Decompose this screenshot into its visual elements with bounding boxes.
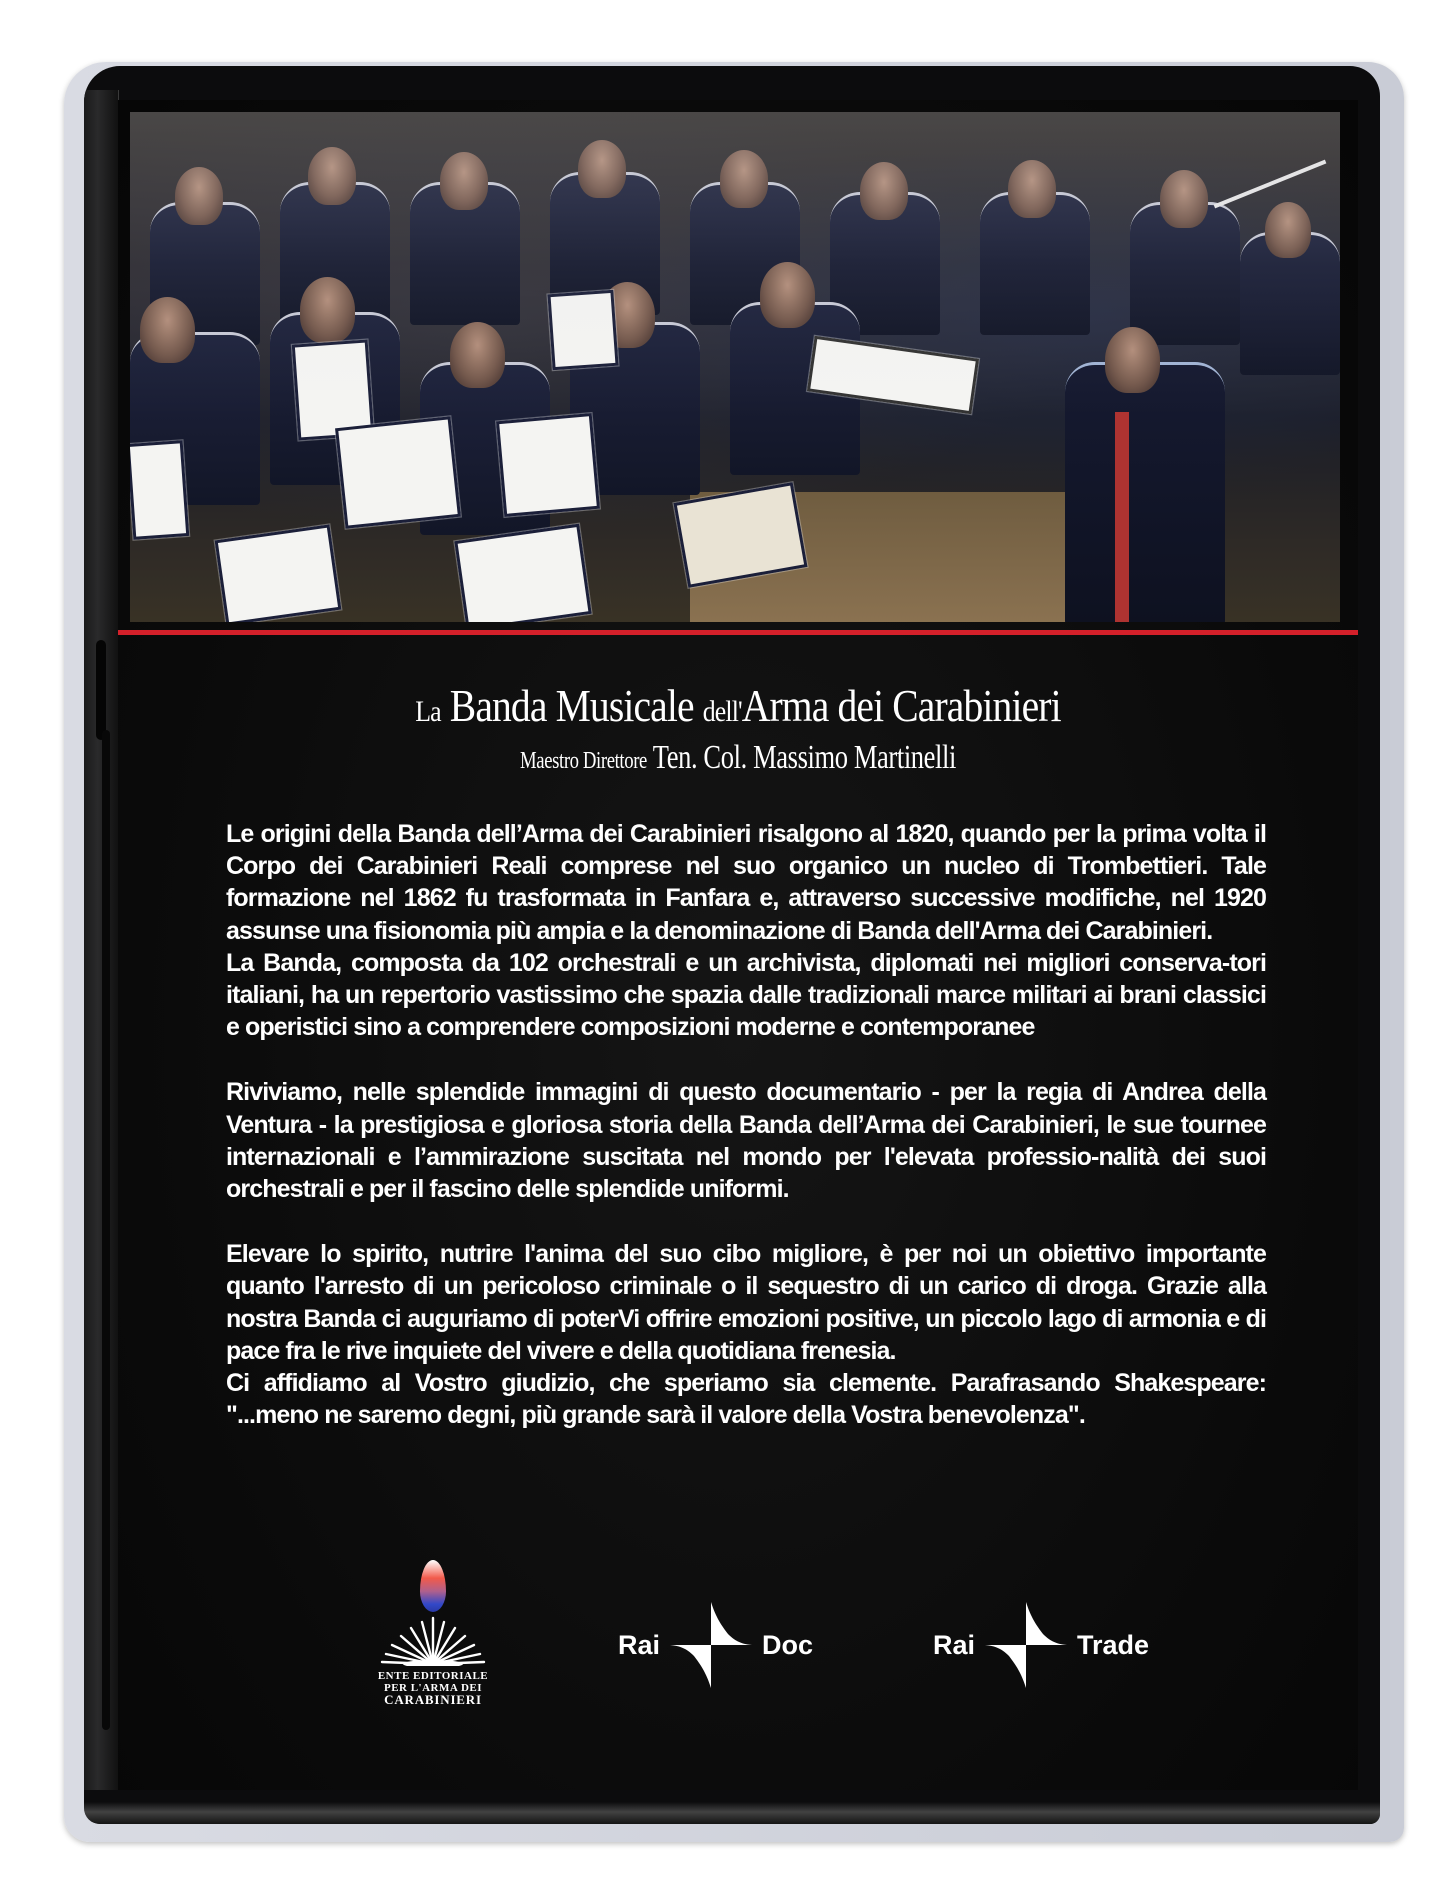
paragraph-shakespeare: Ci affidiamo al Vostro giudizio, che speriamo sia clemente. Parafrasando Shakespeare: "...meno ne saremo degni, più grande sarà il valore della Vostra benevolenza".: [226, 1369, 1266, 1430]
rai-trade-left-word: Rai: [933, 1629, 976, 1660]
hinge-groove: [102, 730, 110, 1730]
ente-text: [368, 1670, 498, 1706]
sunrise-rays-icon: [378, 1614, 488, 1666]
paragraph-history: Le origini della Banda dell’Arma dei Carabinieri risalgono al 1820, quando per la prima volta il Corpo dei Carabinieri Reali comprese nel suo organico un nucleo di Trombettieri. Tale formazione nel 1862 fu trasformata in Fanfara e, attraverso successive modifiche, nel 1920 assunse una fisionomia più ampia e la denominazione di Banda dell'Arma dei Carabinieri.: [226, 820, 1266, 945]
title-part-1: Banda Musicale: [449, 680, 694, 731]
band-performance-photo: [130, 112, 1340, 622]
rai-trade-right-word: Trade: [1077, 1629, 1150, 1660]
hinge-notch: [96, 640, 106, 740]
ente-line-3: CARABINIERI: [384, 1692, 482, 1707]
conductor-name: Ten. Col. Massimo Martinelli: [652, 739, 956, 776]
publisher-logos: [118, 1560, 1358, 1780]
main-title: [205, 680, 1271, 738]
description-text: [226, 818, 1266, 1431]
rai-trade-logo: [933, 1600, 1149, 1690]
conductor-credit: [254, 738, 1221, 781]
rai-butterfly-icon: [668, 1600, 754, 1690]
paragraph-documentary: Riviviamo, nelle splendide immagini di questo documentario - per la regia di Andrea della Ventura - la prestigiosa e gloriosa storia della Banda dell’Arma dei Carabinieri, le sue tournee internazionali e l’ammirazione suscitata nel mondo per l'elevata professio-nalità dei suoi orchestrali e per il fascino delle splendide uniformi.: [226, 1078, 1266, 1204]
title-part-2: Arma dei Carabinieri: [741, 680, 1061, 731]
plastic-glare: [130, 112, 1340, 622]
back-cover: [118, 100, 1358, 1790]
conductor-role: Maestro Direttore: [520, 748, 647, 774]
red-divider-stripe: [118, 630, 1358, 635]
case-spine-hinge: [84, 90, 119, 1790]
rai-doc-left-word: Rai: [618, 1629, 661, 1660]
title-connector: dell': [702, 695, 742, 728]
rai-doc-right-word: Doc: [762, 1629, 814, 1660]
title-prefix: La: [415, 695, 441, 728]
ente-editoriale-logo: [368, 1560, 498, 1706]
rai-butterfly-icon: [983, 1600, 1069, 1690]
rai-doc-logo: [618, 1600, 813, 1690]
paragraph-composition: La Banda, composta da 102 orchestrali e un archivista, diplomati nei migliori conserva-tori italiani, ha un repertorio vastissimo che spazia dalle tradizionali marce militari ai brani classici e operistici sino a comprendere composizioni moderne e contemporanee: [226, 948, 1266, 1042]
title-block: [118, 680, 1358, 781]
ente-line-2: PER L'ARMA DEI: [383, 1682, 483, 1694]
paragraph-mission: Elevare lo spirito, nutrire l'anima del suo cibo migliore, è per noi un obiettivo importante quanto l'arresto di un pericoloso criminale o il sequestro di un carico di droga. Grazie alla nostra Banda ci auguriamo di poterVi offrire emozioni positive, un piccolo lago di armonia e di pace fra le rive inquiete del vivere e della quotidiana frenesia.: [226, 1240, 1266, 1365]
flame-icon: [420, 1560, 446, 1612]
ente-line-1: ENTE EDITORIALE: [377, 1670, 489, 1682]
